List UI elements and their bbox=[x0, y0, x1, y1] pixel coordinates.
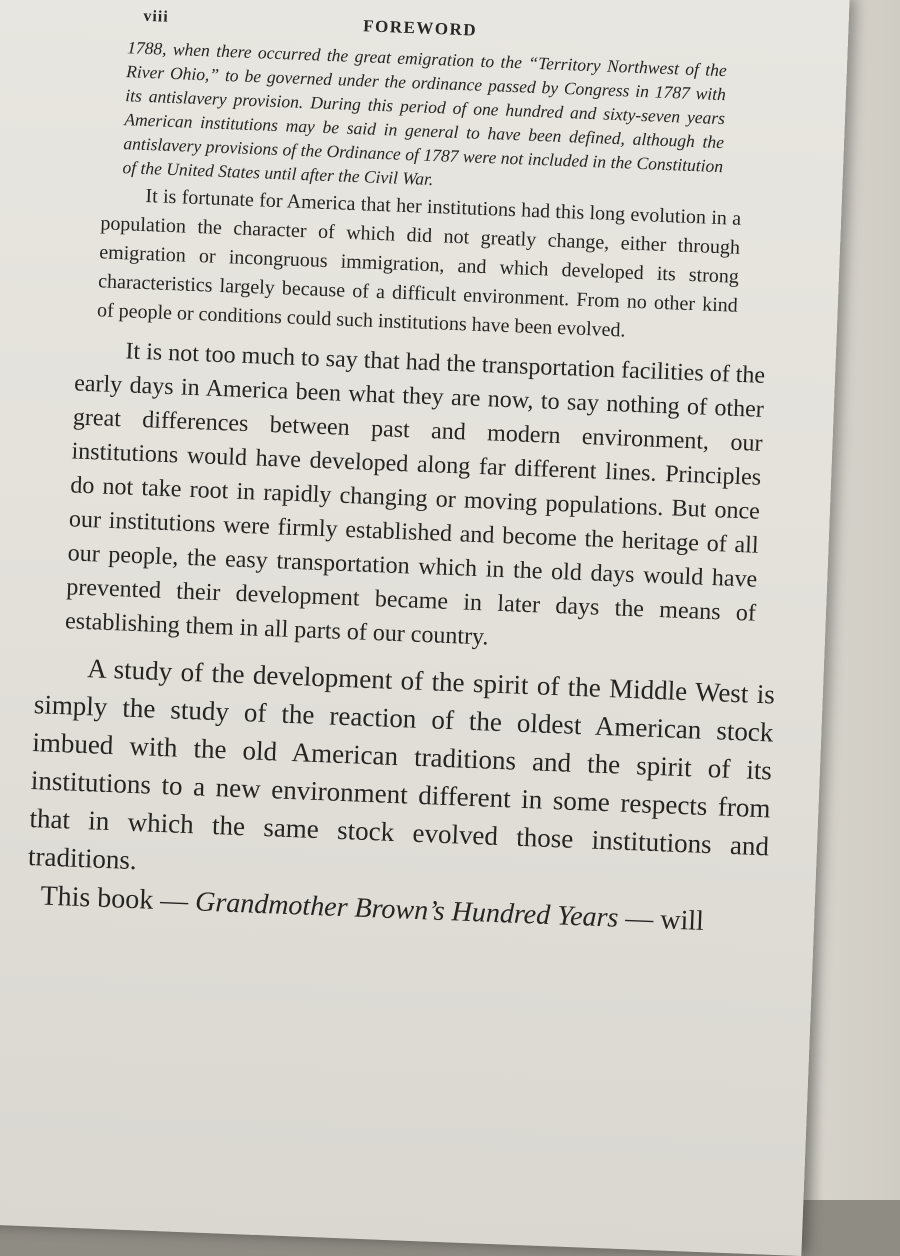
paragraph-3: It is not too much to say that had the transportation facilities of the early days in America been what they are now, to say nothing of other great differences between past and modern environment, our institutions would have developed along far different lines. Principles do not take root in rapidly changing or moving populations. But once our institutions were firmly established and become the heritage of all our people, the easy transportation which in the old days would have prevented their development became in later days the means of establishing them in all parts of our country. bbox=[64, 338, 766, 651]
paragraph-4: A study of the development of the spirit of the Middle West is simply the study of the reaction of the oldest American stock imbued with the old American traditions and the spirit of its institutions to a new environment different in some respects from that in which the same stock evolved those institutions and traditions. bbox=[27, 653, 776, 876]
paragraph-1: 1788, when there occurred the great emigration to the “Territory Northwest of the River Ohio,” to be governed under the ordinance passed by Congress in 1787 with its antislavery provision. During this period of one hundred and sixty-seven years American institutions may be said in general to have been defined, although the antislavery provisions of the Ordinance of 1787 were not included in the Constitution of the United States until after the Civil War. bbox=[122, 37, 728, 190]
running-head: FOREWORD bbox=[362, 16, 478, 40]
page-number: viii bbox=[143, 7, 170, 26]
book-title: Grandmother Brown’s Hundred Years bbox=[194, 886, 619, 934]
paragraph-5-lead: This book — bbox=[39, 880, 196, 918]
paragraph-5-tail: — will bbox=[617, 902, 705, 937]
body-text bbox=[27, 33, 777, 942]
paragraph-2: It is fortunate for America that her institutions had this long evolution in a population the character of which did not greatly change, either through emigration or incongruous immigration, and which developed its strong characteristics largely because of a difficult environment. From no other kind of people or conditions could such institutions have been evolved. bbox=[96, 185, 742, 342]
